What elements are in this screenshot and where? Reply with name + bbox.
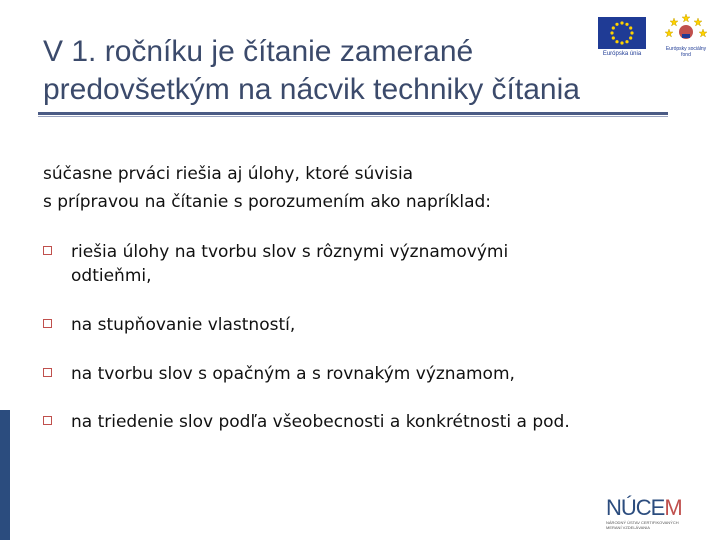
slide-title [43, 33, 643, 109]
intro-line-2: s prípravou na čítanie s porozumením ako napríklad: [43, 192, 492, 212]
nucem-m: M [664, 495, 682, 520]
esf-label: Európsky sociálny fond [665, 46, 707, 58]
bullet-line-1: riešia úlohy na tvorbu slov s rôznymi významovými [71, 242, 509, 262]
bullet-line-1: na stupňovanie vlastností, [71, 315, 296, 335]
eu-logo [598, 17, 646, 61]
title-divider-thin [38, 116, 668, 117]
bullet-box-icon [43, 368, 52, 377]
slide-title-line-1: V 1. ročníku je čítanie zamerané [43, 35, 474, 68]
nucem-wordmark [606, 496, 692, 520]
slide-title-line-2: predovšetkým na nácvik techniky čítania [43, 73, 580, 106]
title-divider [38, 112, 668, 115]
esf-emblem-icon [662, 12, 710, 46]
bullet-box-icon [43, 246, 52, 255]
bullet-line-1: na triedenie slov podľa všeobecnosti a konkrétnosti a pod. [71, 412, 570, 432]
eu-flag-icon [598, 17, 646, 49]
intro-line-1: súčasne prváci riešia aj úlohy, ktoré súvisia [43, 164, 414, 184]
bullet-box-icon [43, 416, 52, 425]
bullet-box-icon [43, 319, 52, 328]
bullet-line-2: odtieňmi, [71, 266, 152, 286]
intro-text [43, 160, 683, 216]
eu-label: Európska únia [602, 51, 642, 57]
nucem-word: NÚCE [606, 495, 665, 520]
bullet-line-1: na tvorbu slov s opačným a s rovnakým významom, [71, 364, 515, 384]
nucem-subtitle: NÁRODNÝ ÚSTAV CERTIFIKOVANÝCH MERANÍ VZDELÁVANIA [606, 520, 679, 530]
esf-logo [662, 12, 710, 66]
left-accent-bar [0, 410, 10, 540]
nucem-logo [606, 496, 692, 536]
